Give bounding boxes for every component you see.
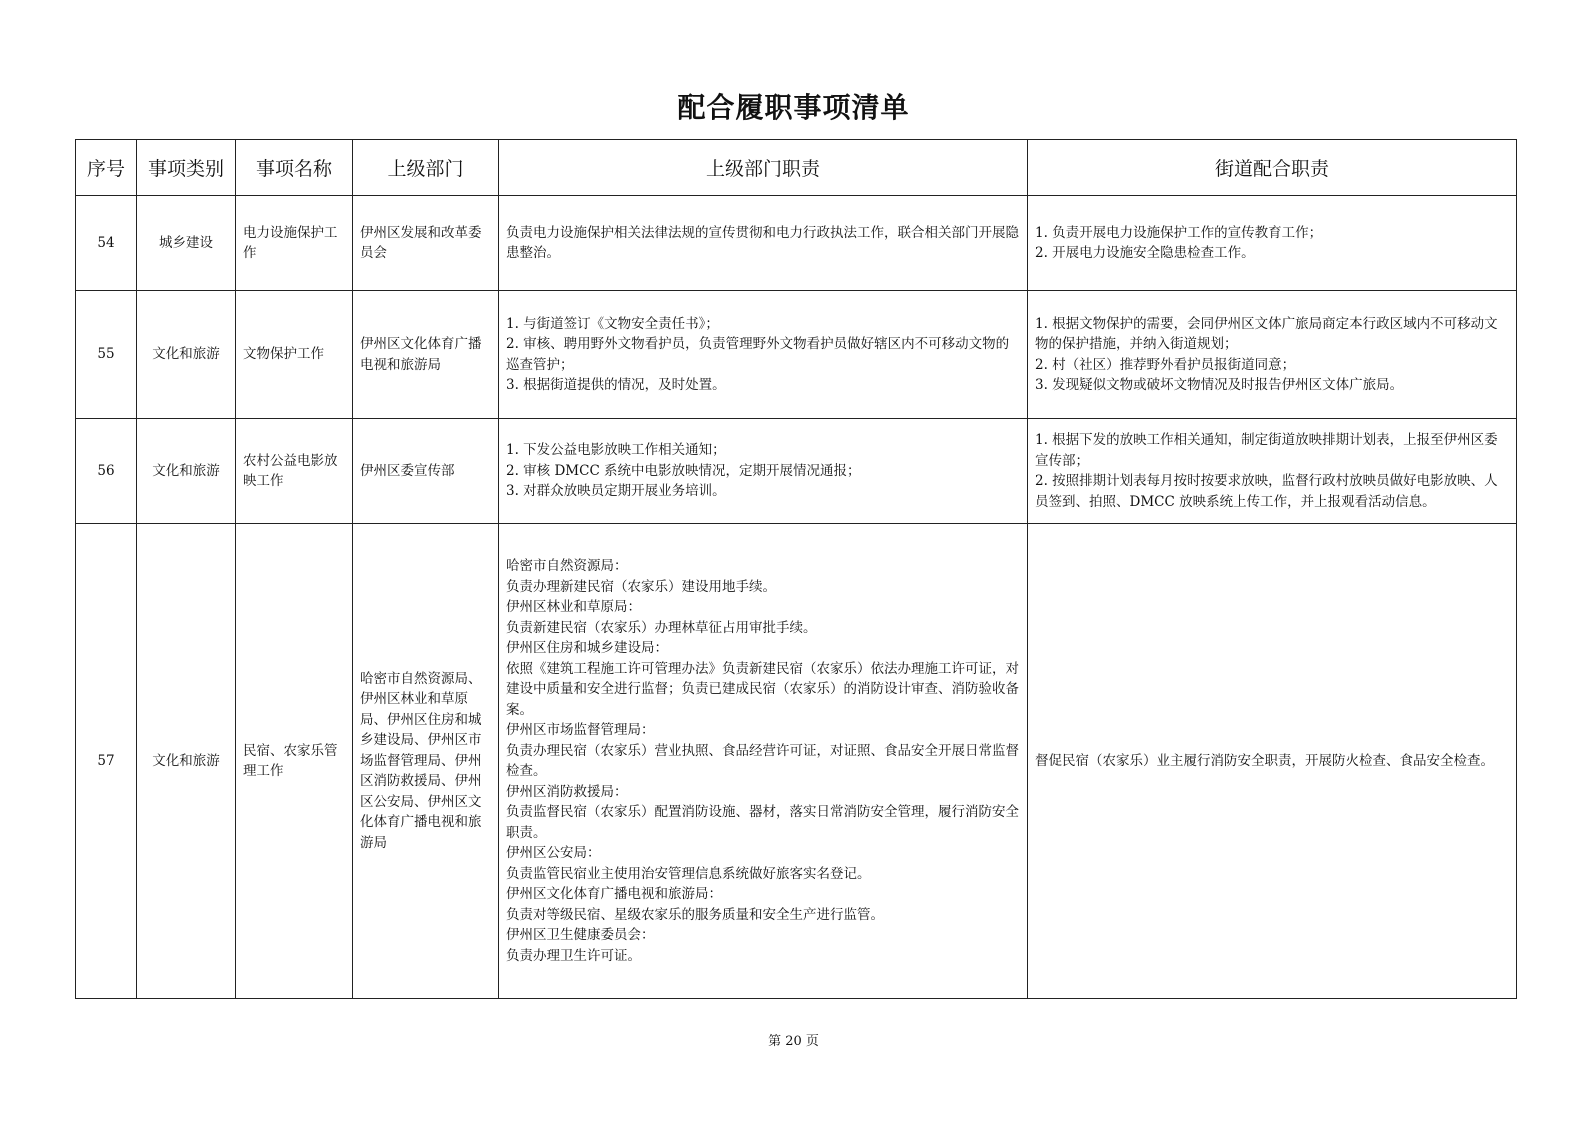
table-header-row: [76, 140, 1517, 196]
page-title: 配合履职事项清单: [677, 91, 910, 124]
table-row: [76, 524, 1517, 999]
cell-no: 54: [76, 196, 137, 291]
header-no: 序号: [76, 140, 137, 196]
cell-dept: 哈密市自然资源局、伊州区林业和草原局、伊州区住房和城乡建设局、伊州区市场监督管理局、伊州区消防救援局、伊州区公安局、伊州区文化体育广播电视和旅游局: [353, 524, 499, 999]
cell-dept: 伊州区委宣传部: [353, 419, 499, 524]
cell-street-duty: 1. 根据文物保护的需要，会同伊州区文体广旅局商定本行政区域内不可移动文物的保护措施，并纳入街道规划； 2. 村（社区）推荐野外看护员报街道同意； 3. 发现疑似文物或破坏文物情况及时报告伊州区文体广旅局。: [1028, 291, 1517, 419]
cell-dept-duty: 哈密市自然资源局： 负责办理新建民宿（农家乐）建设用地手续。 伊州区林业和草原局： 负责新建民宿（农家乐）办理林草征占用审批手续。 伊州区住房和城乡建设局： 依照《建筑工程施工许可管理办法》负责新建民宿（农家乐）依法办理施工许可证，对建设中质量和安全进行监督；负责已建成民宿（农家乐）的消防设计审查、消防验收备案。 伊州区市场监督管理局： 负责办理民宿（农家乐）营业执照、食品经营许可证，对证照、食品安全开展日常监督检查。 伊州区消防救援局： 负责监督民宿（农家乐）配置消防设施、器材，落实日常消防安全管理，履行消防安全职责。 伊州区公安局： 负责监管民宿业主使用治安管理信息系统做好旅客实名登记。 伊州区文化体育广播电视和旅游局： 负责对等级民宿、星级农家乐的服务质量和安全生产进行监管。 伊州区卫生健康委员会： 负责办理卫生许可证。: [499, 524, 1028, 999]
header-category: 事项类别: [137, 140, 236, 196]
cell-category: 文化和旅游: [137, 524, 236, 999]
cell-street-duty: 1. 根据下发的放映工作相关通知，制定街道放映排期计划表，上报至伊州区委宣传部； 2. 按照排期计划表每月按时按要求放映，监督行政村放映员做好电影放映、人员签到、拍照、DMCC 放映系统上传工作，并上报观看活动信息。: [1028, 419, 1517, 524]
table-row: [76, 291, 1517, 419]
cell-category: 文化和旅游: [137, 291, 236, 419]
header-dept: 上级部门: [353, 140, 499, 196]
cell-street-duty: 督促民宿（农家乐）业主履行消防安全职责，开展防火检查、食品安全检查。: [1028, 524, 1517, 999]
cell-name: 文物保护工作: [236, 291, 353, 419]
cell-name: 农村公益电影放映工作: [236, 419, 353, 524]
table-row: [76, 196, 1517, 291]
header-street-duty: 街道配合职责: [1028, 140, 1517, 196]
cell-name: 电力设施保护工作: [236, 196, 353, 291]
table-row: [76, 419, 1517, 524]
cell-dept: 伊州区发展和改革委员会: [353, 196, 499, 291]
cell-dept-duty: 1. 与街道签订《文物安全责任书》； 2. 审核、聘用野外文物看护员，负责管理野外文物看护员做好辖区内不可移动文物的巡查管护； 3. 根据街道提供的情况，及时处置。: [499, 291, 1028, 419]
cell-dept-duty: 1. 下发公益电影放映工作相关通知； 2. 审核 DMCC 系统中电影放映情况，定期开展情况通报； 3. 对群众放映员定期开展业务培训。: [499, 419, 1028, 524]
cell-no: 57: [76, 524, 137, 999]
cell-no: 56: [76, 419, 137, 524]
header-name: 事项名称: [236, 140, 353, 196]
cell-street-duty: 1. 负责开展电力设施保护工作的宣传教育工作； 2. 开展电力设施安全隐患检查工作。: [1028, 196, 1517, 291]
page-number: 第 20 页: [768, 1034, 819, 1049]
header-dept-duty: 上级部门职责: [499, 140, 1028, 196]
cell-name: 民宿、农家乐管理工作: [236, 524, 353, 999]
cell-category: 文化和旅游: [137, 419, 236, 524]
cell-no: 55: [76, 291, 137, 419]
cell-category: 城乡建设: [137, 196, 236, 291]
duty-table: [75, 139, 1517, 999]
cell-dept: 伊州区文化体育广播电视和旅游局: [353, 291, 499, 419]
cell-dept-duty: 负责电力设施保护相关法律法规的宣传贯彻和电力行政执法工作，联合相关部门开展隐患整治。: [499, 196, 1028, 291]
